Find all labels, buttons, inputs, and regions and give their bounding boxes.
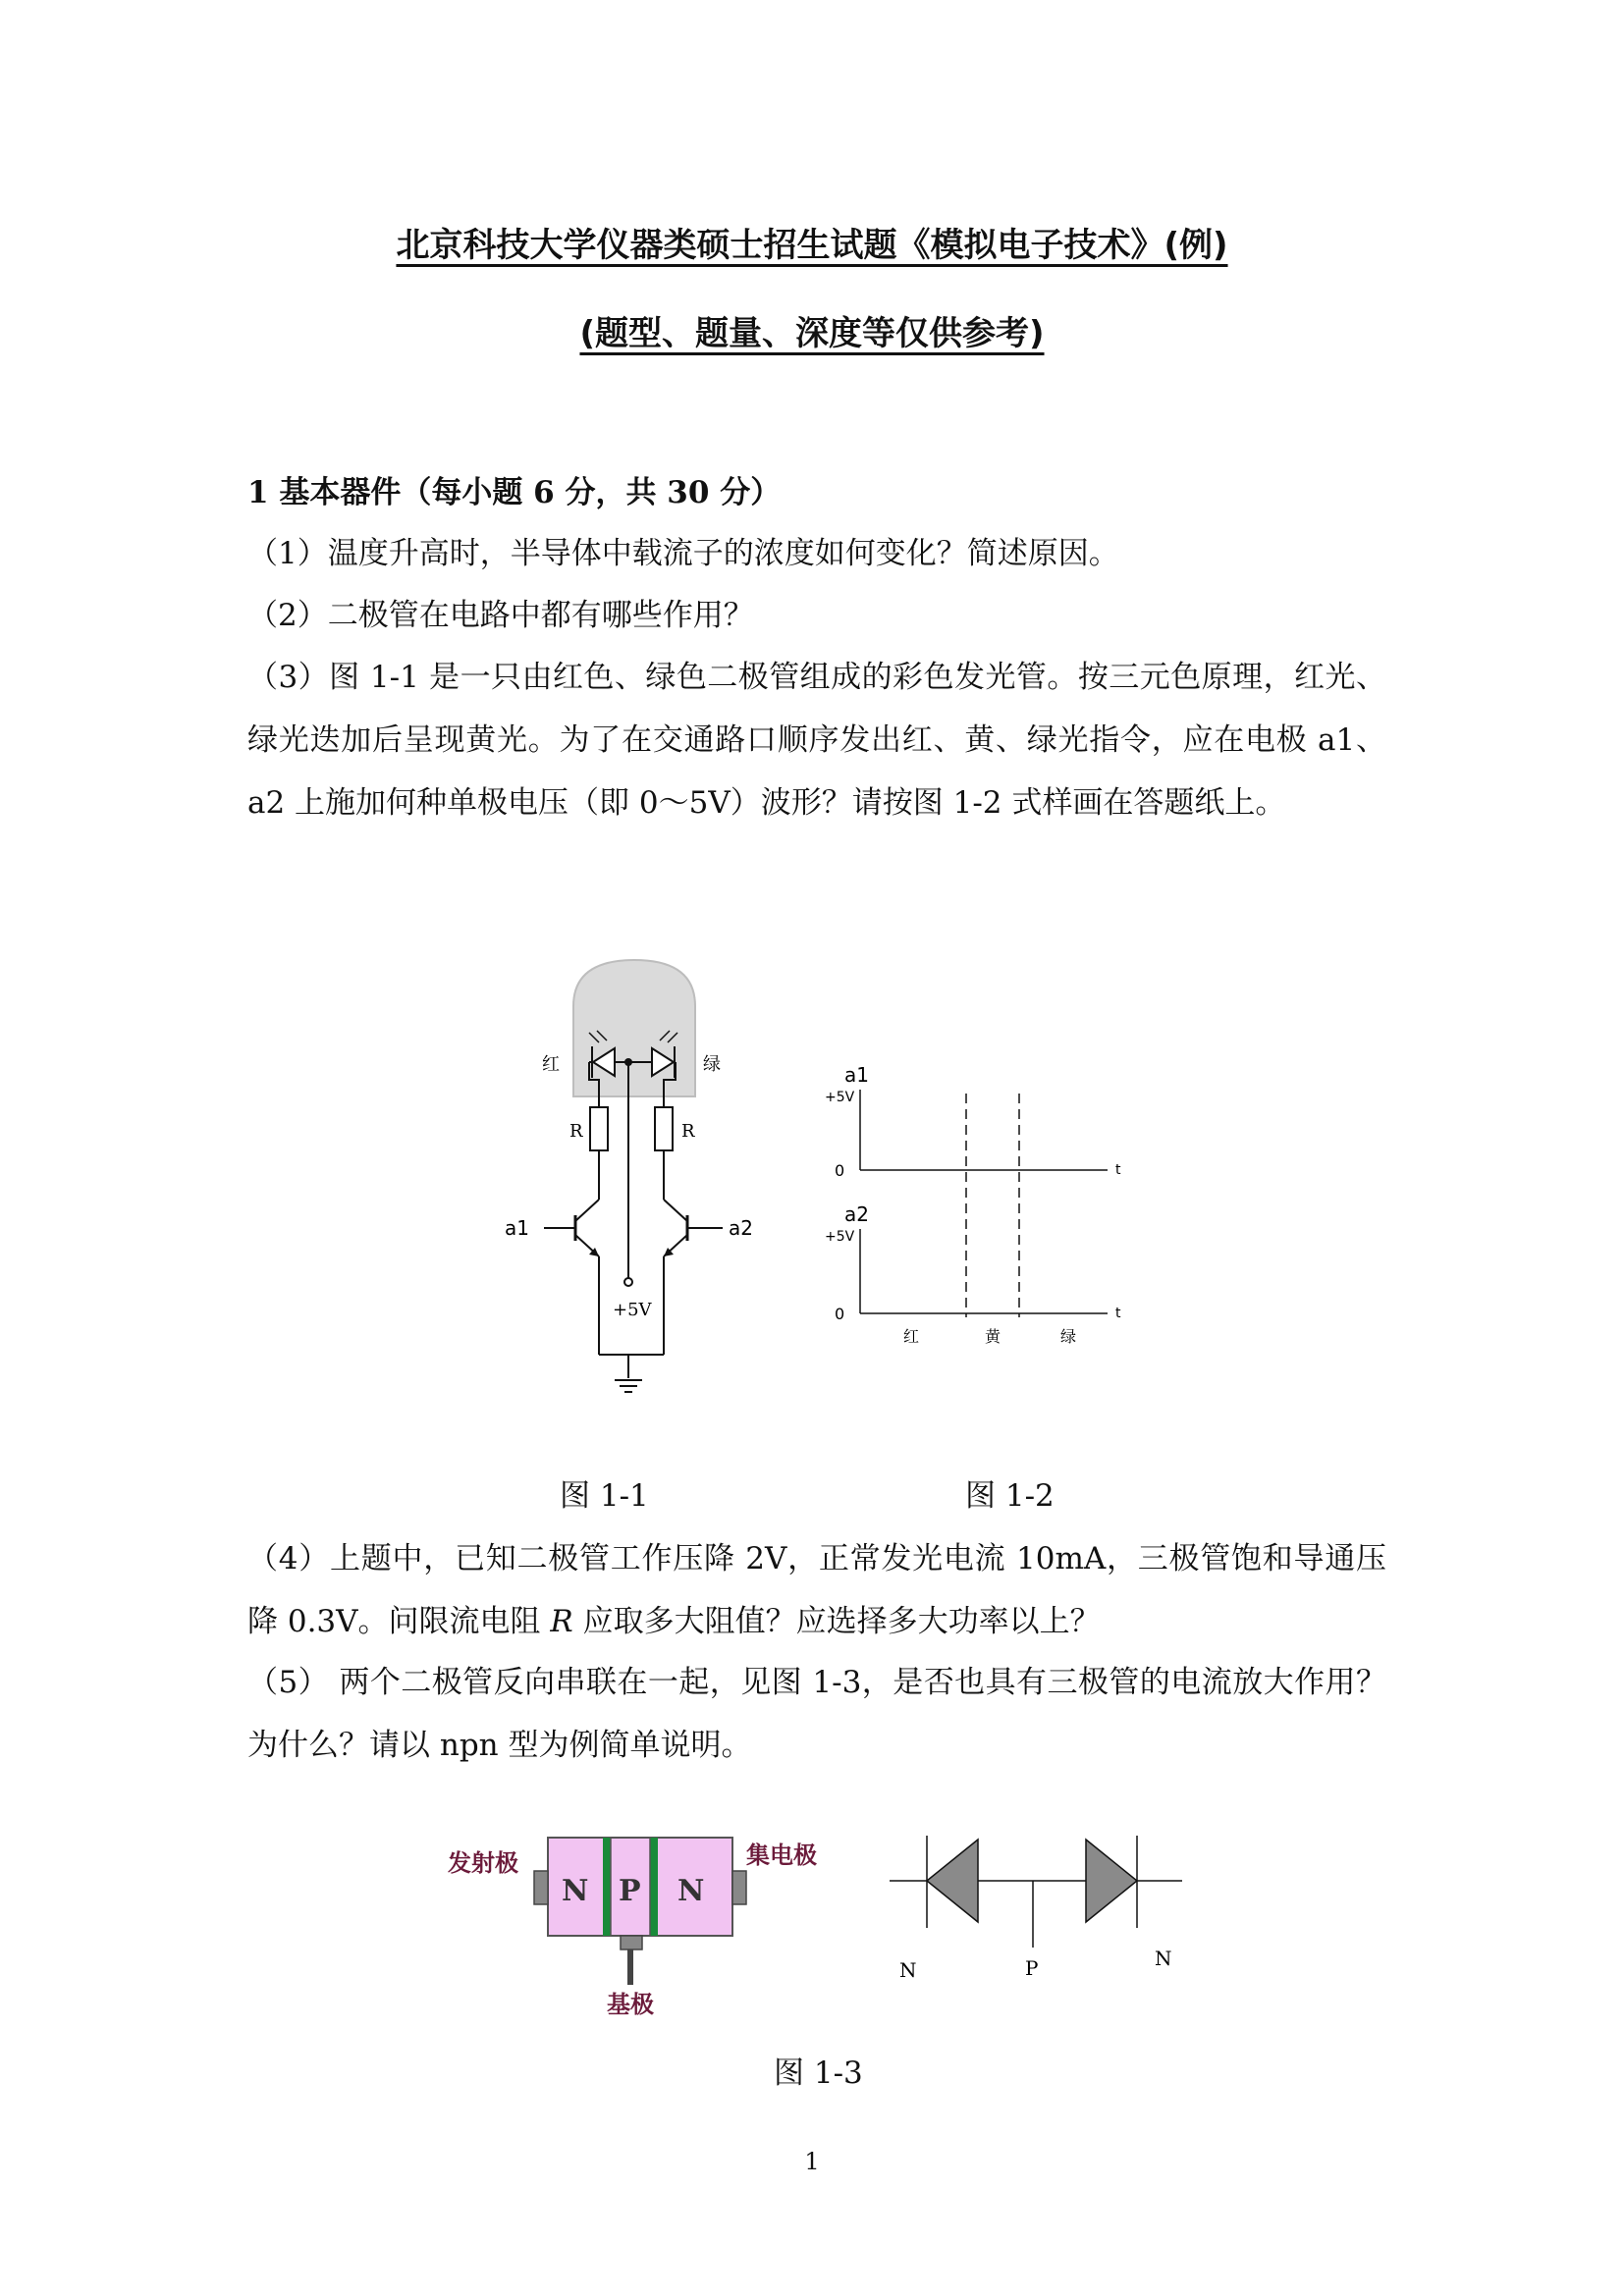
region-n-right: N [677,1874,705,1908]
junction-right [650,1838,658,1936]
a1-zero-level: 0 [835,1161,845,1180]
a2-zero-level: 0 [835,1305,845,1323]
transistor-right-icon [664,1200,723,1256]
diode-label-n-right: N [1155,1947,1172,1970]
a1-label: a1 [844,1063,869,1087]
question-3: （3）图 1-1 是一只由红色、绿色二极管组成的彩色发光管。按三元色原理，红光、绿光迭加后呈现黄光。为了在交通路口顺序发出红、黄、绿光指令，应在电极 a1、a2 上施加何种单极电压（即 0～5V）波形？请按图 1-2 式样画在答题纸上。 [247,660,1386,821]
base-right-label: a2 [729,1216,753,1240]
diode-label-p: P [1025,1956,1039,1980]
diode-label-n-left: N [899,1958,917,1982]
a2-time-axis: t [1115,1306,1121,1321]
section-heading: 1 基本器件（每小题 6 分，共 30 分） [247,475,782,510]
figure-1-2-waveform [825,1060,1149,1355]
transistor-left-icon [544,1200,599,1256]
a2-label: a2 [844,1202,869,1226]
question-1: （1）温度升高时，半导体中载流子的浓度如何变化？简述原因。 [247,536,1119,571]
supply-label: +5V [613,1300,652,1320]
resistor-right-label: R [681,1121,695,1142]
figure-1-2-caption: 图 1-2 [965,1478,1055,1514]
junction-left [603,1838,611,1936]
phase-green-label: 绿 [1060,1327,1077,1346]
diode-left-icon [927,1836,978,1928]
collector-label: 集电极 [746,1842,817,1869]
figure-1-1-caption: 图 1-1 [560,1478,649,1514]
base-label: 基极 [607,1991,654,2018]
resistor-left-label: R [569,1121,583,1142]
figure-1-3-npn-structure [440,1826,833,2022]
question-4: （4）上题中，已知二极管工作压降 2V，正常发光电流 10mA，三极管饱和导通压降 0.3V。问限流电阻 R 应取多大阻值？应选择多大功率以上？ [247,1541,1386,1639]
a2-high-level: +5V [825,1229,855,1245]
phase-red-label: 红 [903,1327,920,1346]
region-p: P [619,1874,641,1908]
emitter-contact [534,1871,548,1904]
exam-subtitle: (题型、题量、深度等仅供参考) [579,314,1045,353]
exam-title: 北京科技大学仪器类硕士招生试题《模拟电子技术》(例) [396,226,1228,265]
figure-1-1-circuit [481,942,805,1414]
figure-1-3-caption: 图 1-3 [774,2056,863,2091]
page-number: 1 [804,2148,820,2175]
base-contact [621,1936,642,1949]
question-5: （5） 两个二极管反向串联在一起，见图 1-3，是否也具有三极管的电流放大作用？为什么？请以 npn 型为例简单说明。 [247,1665,1386,1763]
emitter-label: 发射极 [448,1849,518,1877]
resistor-right [655,1107,673,1150]
figure-1-3-diodes [884,1826,1198,2002]
ground-icon [615,1380,642,1392]
resistor-left [590,1107,608,1150]
question-2: （2）二极管在电路中都有哪些作用？ [247,598,754,633]
base-left-label: a1 [505,1216,529,1240]
phase-yellow-label: 黄 [985,1327,1001,1346]
red-label: 红 [542,1054,560,1075]
a1-high-level: +5V [825,1090,855,1105]
a1-time-axis: t [1115,1162,1121,1178]
green-label: 绿 [703,1054,721,1075]
collector-contact [732,1871,746,1904]
diode-right-icon [1086,1836,1137,1928]
region-n-left: N [562,1874,589,1908]
